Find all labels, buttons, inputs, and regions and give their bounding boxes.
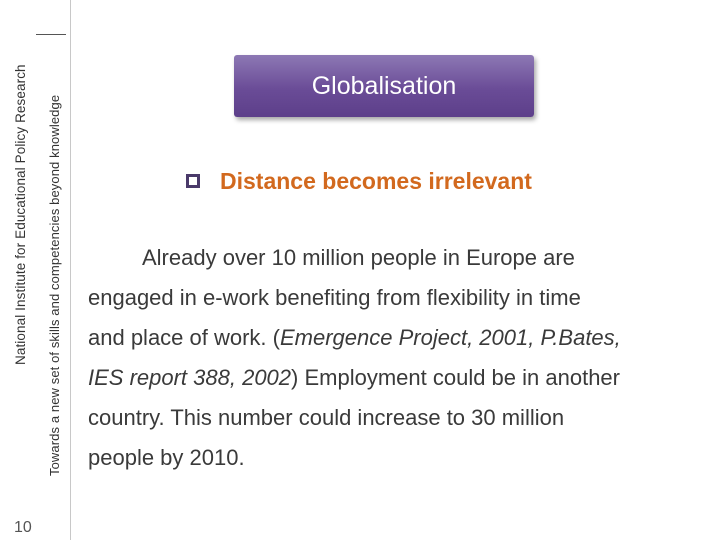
page-number: 10	[14, 519, 32, 536]
bullet-heading	[186, 166, 532, 196]
body-line: people by 2010.	[88, 445, 245, 470]
citation-text: Emergence Project, 2001, P.Bates,	[279, 325, 621, 350]
sidebar-divider	[70, 0, 71, 540]
sidebar-subtitle: Towards a new set of skills and competencies beyond knowledge	[47, 94, 62, 476]
body-paragraph	[88, 238, 714, 478]
body-line: engaged in e-work benefiting from flexibility in time	[88, 285, 581, 310]
body-line	[88, 358, 714, 398]
institute-name: National Institute for Educational Policy Research	[13, 64, 28, 365]
sidebar	[0, 0, 72, 540]
body-line: Already over 10 million people in Europe are	[142, 245, 575, 270]
sidebar-rule	[36, 34, 66, 35]
citation-text: IES report 388, 2002	[88, 365, 292, 390]
title-box	[234, 55, 534, 117]
body-line: country. This number could increase to 30 million	[88, 405, 565, 430]
body-line	[88, 318, 714, 358]
body-text-segment: ) Employment could be in another	[291, 365, 620, 390]
hollow-square-bullet-icon	[186, 174, 200, 188]
body-text-segment: and place of work. (	[88, 325, 280, 350]
bullet-heading-text: Distance becomes irrelevant	[220, 167, 532, 194]
slide-title: Globalisation	[311, 71, 457, 100]
